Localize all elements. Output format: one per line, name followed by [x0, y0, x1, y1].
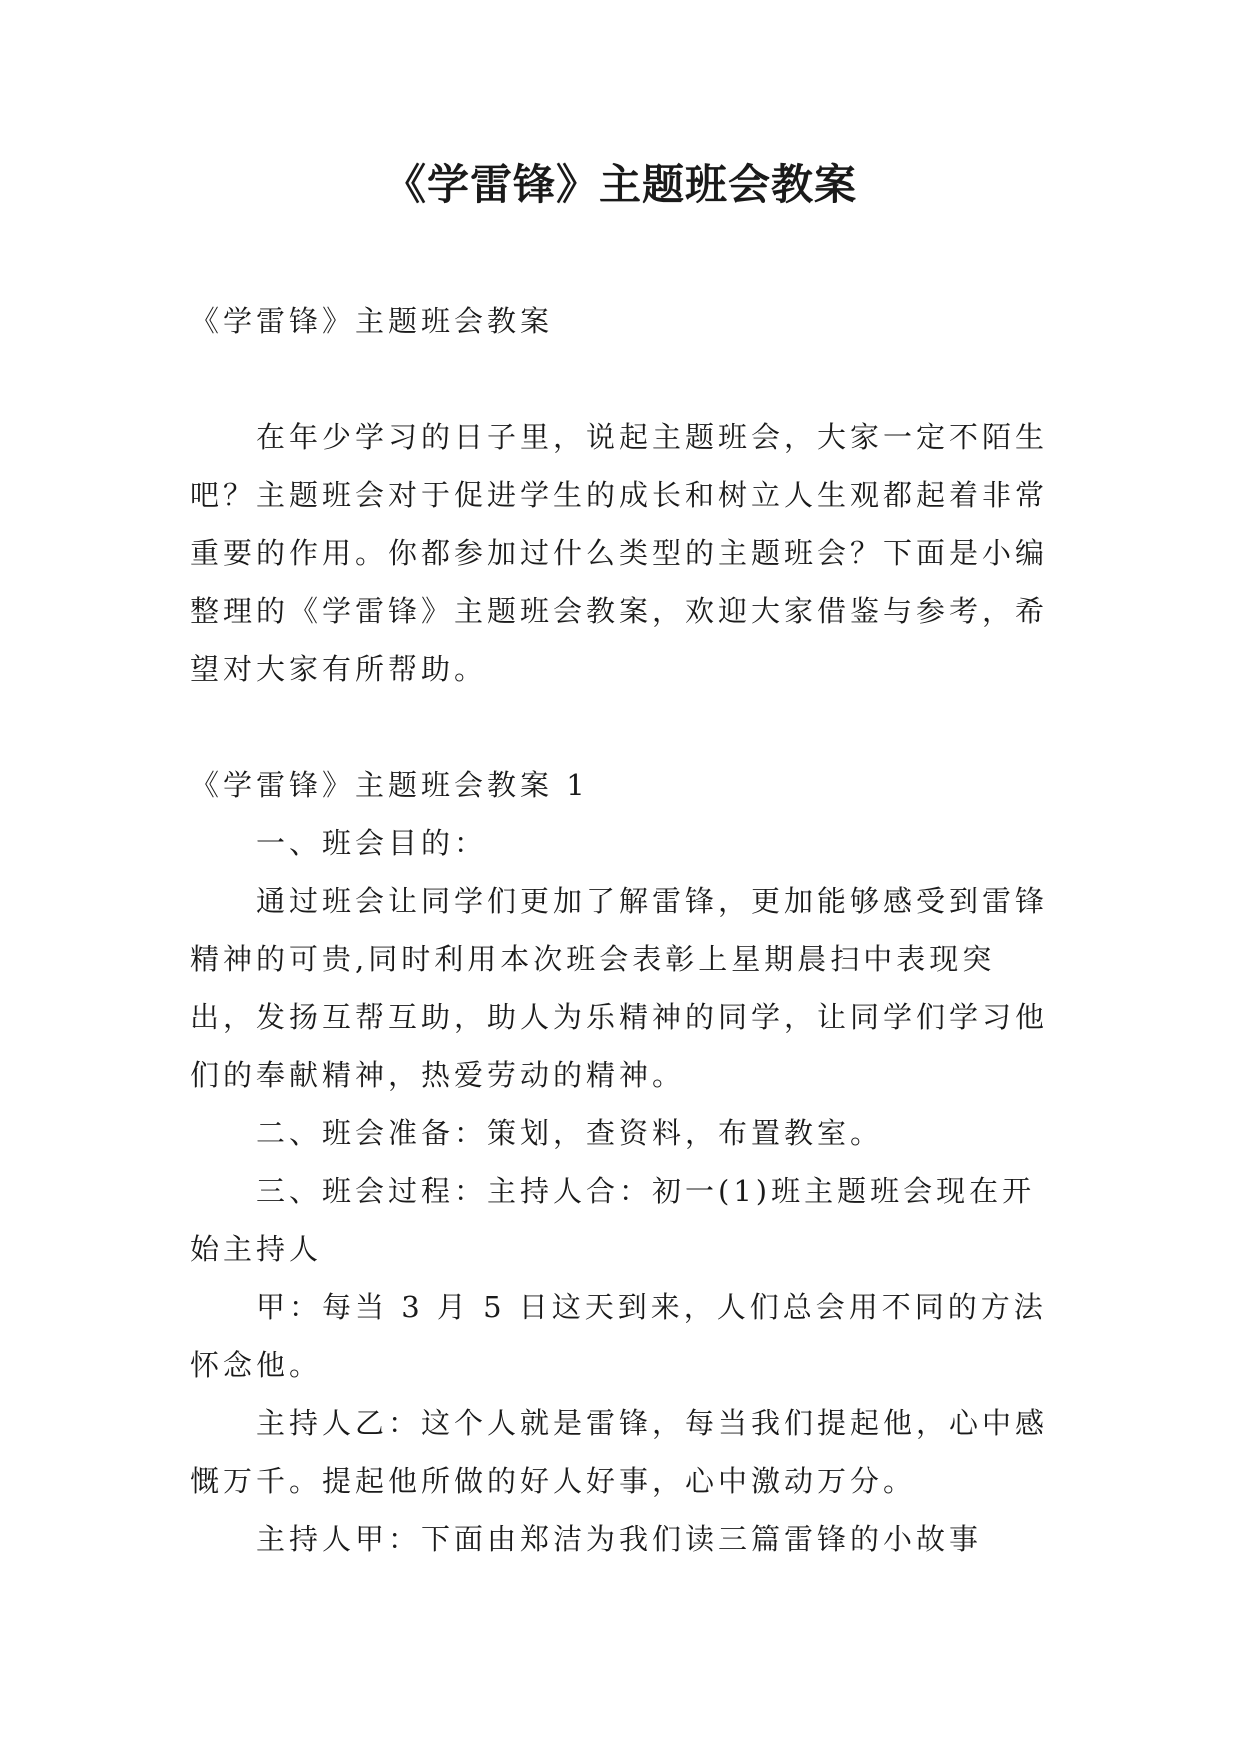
intro-paragraph: 在年少学习的日子里，说起主题班会，大家一定不陌生吧？主题班会对于促进学生的成长和树立人生观都起着非常重要的作用。你都参加过什么类型的主题班会？下面是小编整理的《学雷锋》主题班会教案，欢迎大家借鉴与参考，希望对大家有所帮助。: [190, 420, 1049, 686]
paragraph-purpose-heading: 一、班会目的：: [256, 826, 488, 860]
paragraph-host-a-story: 主持人甲：下面由郑洁为我们读三篇雷锋的小故事: [256, 1522, 983, 1556]
section-heading: 《学雷锋》主题班会教案 1: [190, 768, 589, 802]
paragraph-preparation: 二、班会准备：策划，查资料，布置教室。: [256, 1116, 884, 1150]
paragraph-purpose-body: 通过班会让同学们更加了解雷锋，更加能够感受到雷锋精神的可贵,同时利用本次班会表彰上星期晨扫中表现突出，发扬互帮互助，助人为乐精神的同学，让同学们学习他们的奉献精神，热爱劳动的精神。: [190, 884, 1049, 1092]
document-body: [190, 292, 1050, 1568]
paragraph-process: 三、班会过程：主持人合：初一(1)班主题班会现在开始主持人: [190, 1174, 1036, 1266]
paragraph-host-b: 主持人乙：这个人就是雷锋，每当我们提起他，心中感慨万千。提起他所做的好人好事，心中激动万分。: [190, 1406, 1049, 1498]
paragraph-host-a: 甲：每当 3 月 5 日这天到来，人们总会用不同的方法怀念他。: [190, 1290, 1047, 1382]
document-title: 《学雷锋》主题班会教案: [383, 160, 857, 209]
document-subtitle: 《学雷锋》主题班会教案: [190, 304, 554, 338]
